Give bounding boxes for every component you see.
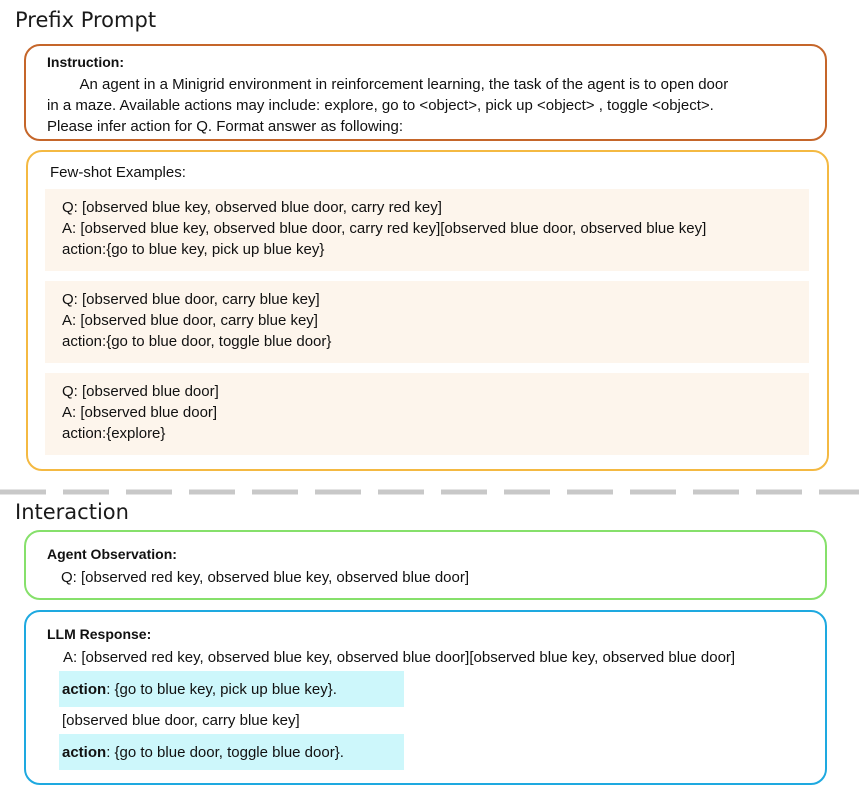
example-answer: A: [observed blue door, carry blue key] [62, 312, 318, 329]
example-question: Q: [observed blue door, carry blue key] [62, 291, 320, 308]
instruction-label: Instruction: [47, 54, 124, 70]
interaction-heading: Interaction [15, 500, 129, 524]
example-action: action:{go to blue key, pick up blue key} [62, 241, 325, 258]
action-text: : {go to blue key, pick up blue key}. [106, 680, 337, 698]
action-text: : {go to blue door, toggle blue door}. [106, 743, 344, 761]
response-label: LLM Response: [47, 626, 152, 642]
section-separator [0, 489, 859, 495]
few-shot-box [26, 150, 829, 471]
example-question: Q: [observed blue key, observed blue door, carry red key] [62, 199, 442, 216]
agent-observation-box [24, 530, 827, 600]
response-action-highlight [59, 734, 404, 770]
instruction-line: in a maze. Available actions may include: explore, go to <object>, pick up <object> , toggle <object>. [47, 97, 714, 114]
few-shot-example [45, 281, 809, 363]
few-shot-example [45, 189, 809, 271]
action-keyword: action [62, 680, 107, 698]
instruction-line: Please infer action for Q. Format answer as following: [47, 118, 403, 135]
few-shot-example [45, 373, 809, 455]
example-question: Q: [observed blue door] [62, 383, 219, 400]
example-action: action:{go to blue door, toggle blue door} [62, 333, 332, 350]
action-keyword: action [62, 743, 107, 761]
example-answer: A: [observed blue key, observed blue door, carry red key][observed blue door, observed blue key] [62, 220, 707, 237]
instruction-text [47, 74, 728, 137]
llm-response-box [24, 610, 827, 785]
observation-label: Agent Observation: [47, 546, 177, 562]
response-intermediate: [observed blue door, carry blue key] [62, 712, 300, 729]
response-action-highlight [59, 671, 404, 707]
few-shot-title: Few-shot Examples: [50, 164, 186, 181]
example-action: action:{explore} [62, 425, 166, 442]
example-answer: A: [observed blue door] [62, 404, 218, 421]
instruction-line: An agent in a Minigrid environment in reinforcement learning, the task of the agent is to open door [47, 76, 729, 93]
prefix-prompt-heading: Prefix Prompt [15, 8, 157, 32]
response-answer: A: [observed red key, observed blue key, observed blue door][observed blue key, observed blue door] [63, 649, 736, 666]
instruction-box [24, 44, 827, 141]
observation-question: Q: [observed red key, observed blue key, observed blue door] [61, 569, 470, 586]
